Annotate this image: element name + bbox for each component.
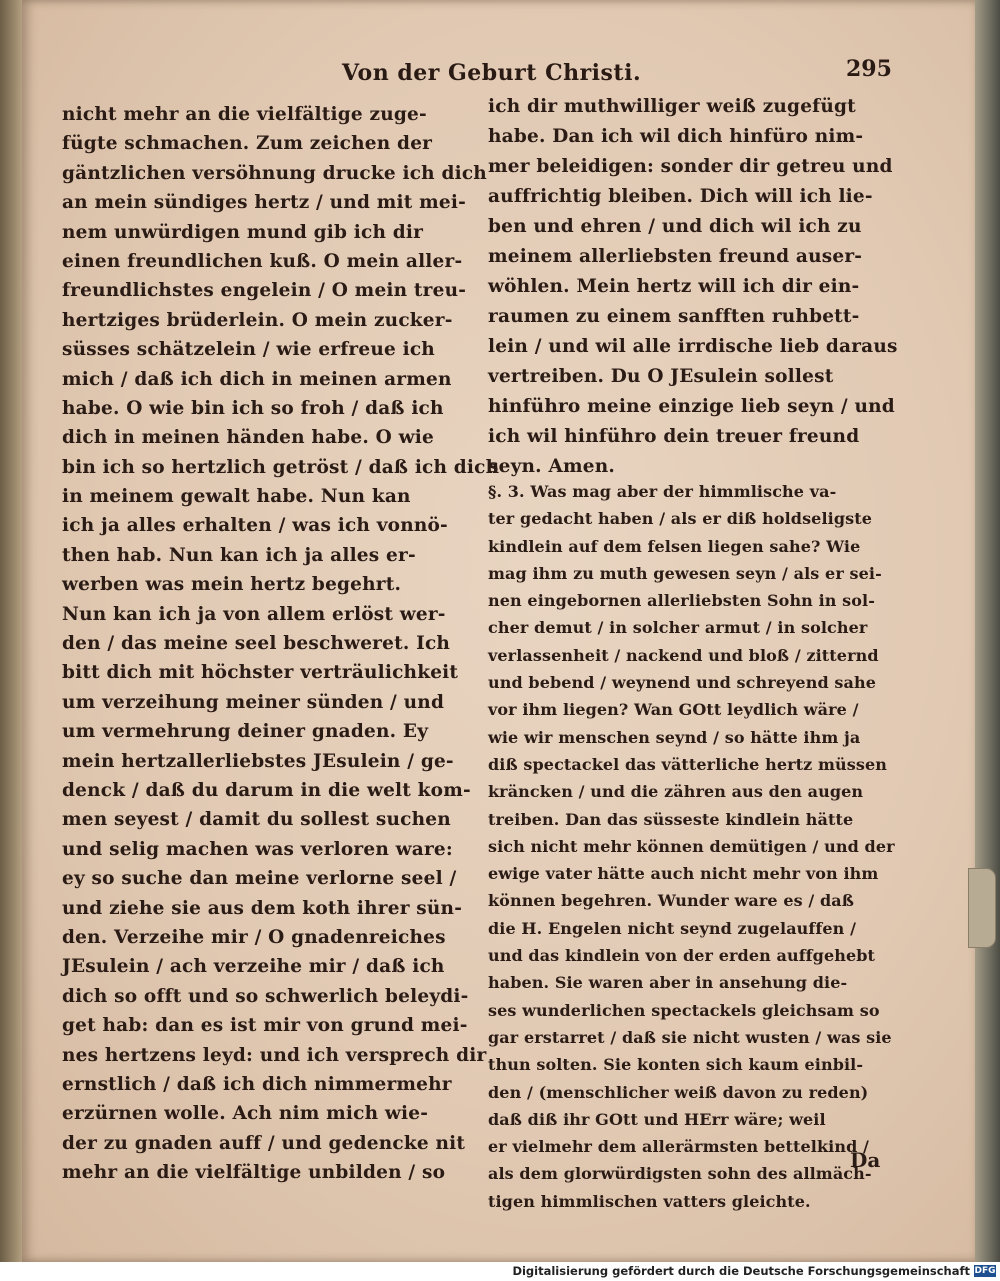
text-line: den / (menschlicher weiß davon zu reden)	[488, 1082, 869, 1102]
text-line: bin ich so hertzlich getröst / daß ich dich	[62, 456, 500, 478]
text-line: und das kindlein von der erden auffgehebt	[488, 946, 876, 966]
text-line: seyn. Amen.	[488, 456, 616, 477]
text-line: daß diß ihr GOtt und HErr wäre; weil	[488, 1109, 826, 1129]
text-line: vertreiben. Du O JEsulein sollest	[488, 366, 834, 387]
right-text-column-prayer	[488, 92, 898, 482]
text-line: wie wir menschen seynd / so hätte ihm ja	[488, 727, 861, 747]
text-line: dich in meinen händen habe. O wie	[62, 427, 434, 449]
dfg-logo: DFG	[974, 1266, 996, 1276]
text-line: den. Verzeihe mir / O gnadenreiches	[62, 926, 446, 948]
text-line: dich so offt und so schwerlich beleydi-	[62, 985, 469, 1007]
text-line: thun solten. Sie konten sich kaum einbil-	[488, 1055, 864, 1075]
text-line: mag ihm zu muth gewesen seyn / als er sei-	[488, 563, 882, 583]
text-line: werben was mein hertz begehrt.	[62, 574, 402, 596]
page-tab-marker	[968, 868, 996, 948]
text-line: in meinem gewalt habe. Nun kan	[62, 486, 411, 508]
text-line: als dem glorwürdigsten sohn des allmäch-	[488, 1164, 872, 1184]
text-line: fügte schmachen. Zum zeichen der	[62, 133, 433, 155]
text-line: er vielmehr dem allerärmsten bettelkind /	[488, 1137, 869, 1157]
text-line: habe. O wie bin ich so froh / daß ich	[62, 397, 444, 419]
text-line: cher demut / in solcher armut / in solcher	[488, 618, 868, 638]
text-line: an mein sündiges hertz / und mit mei-	[62, 192, 466, 214]
text-line: haben. Sie waren aber in ansehung die-	[488, 973, 848, 993]
text-line: den / das meine seel beschweret. Ich	[62, 633, 451, 655]
text-line: denck / daß du darum in die welt kom-	[62, 779, 471, 801]
text-line: then hab. Nun kan ich ja alles er-	[62, 544, 416, 566]
text-line: mein hertzallerliebstes JEsulein / ge-	[62, 750, 454, 772]
text-line: Nun kan ich ja von allem erlöst wer-	[62, 603, 446, 625]
text-line: ich dir muthwilliger weiß zugefügt	[488, 96, 856, 117]
text-line: einen freundlichen kuß. O mein aller-	[62, 250, 463, 272]
text-line: verlassenheit / nackend und bloß / zitternd	[488, 645, 879, 665]
text-line: §. 3. Was mag aber der himmlische va-	[488, 482, 837, 501]
left-text-column	[62, 100, 500, 1187]
page-stack-edge	[975, 0, 1000, 1262]
text-line: ses wunderlichen spectackels gleichsam so	[488, 1000, 880, 1020]
text-line: und bebend / weynend und schreyend sahe	[488, 673, 876, 693]
text-line: hertziges brüderlein. O mein zucker-	[62, 309, 453, 331]
text-line: freundlichstes engelein / O mein treu-	[62, 280, 467, 302]
text-line: tigen himmlischen vatters gleichte.	[488, 1191, 811, 1211]
text-line: der zu gnaden auff / und gedencke nit	[62, 1132, 466, 1154]
text-line: get hab: dan es ist mir von grund mei-	[62, 1015, 468, 1037]
text-line: mer beleidigen: sonder dir getreu und	[488, 156, 893, 177]
text-line: gäntzlichen versöhnung drucke ich dich	[62, 162, 487, 184]
footer-bar	[0, 1262, 1000, 1281]
text-line: bitt dich mit höchster verträulichkeit	[62, 662, 459, 684]
text-line: kräncken / und die zähren aus den augen	[488, 782, 864, 802]
text-line: die H. Engelen nicht seynd zugelauffen /	[488, 918, 857, 938]
text-line: und ziehe sie aus dem koth ihrer sün-	[62, 897, 463, 919]
text-line: nes hertzens leyd: und ich versprech dir	[62, 1044, 487, 1066]
text-line: ter gedacht haben / als er diß holdseligste	[488, 509, 872, 529]
text-line: men seyest / damit du sollest suchen	[62, 809, 451, 831]
text-line: sich nicht mehr können demütigen / und der	[488, 836, 895, 856]
text-line: ich wil hinführo dein treuer freund	[488, 426, 860, 447]
text-line: treiben. Dan das süsseste kindlein hätte	[488, 809, 854, 829]
text-line: mich / daß ich dich in meinen armen	[62, 368, 452, 390]
text-line: wöhlen. Mein hertz will ich dir ein-	[488, 276, 860, 297]
text-line: JEsulein / ach verzeihe mir / daß ich	[62, 956, 445, 978]
text-line: auffrichtig bleiben. Dich will ich lie-	[488, 186, 873, 207]
text-line: um verzeihung meiner sünden / und	[62, 691, 445, 713]
text-line: diß spectackel das vätterliche hertz müssen	[488, 754, 887, 774]
text-line: nicht mehr an die vielfältige zuge-	[62, 104, 427, 125]
text-line: meinem allerliebsten freund auser-	[488, 246, 863, 267]
text-line: ey so suche dan meine verlorne seel /	[62, 868, 457, 890]
catchword: Da	[850, 1148, 881, 1172]
right-text-column-section	[488, 478, 898, 1215]
text-line: ernstlich / daß ich dich nimmermehr	[62, 1073, 452, 1095]
text-line: um vermehrung deiner gnaden. Ey	[62, 721, 429, 743]
funding-credit: Digitalisierung gefördert durch die Deutsche Forschungsgemeinschaft	[512, 1264, 970, 1278]
text-line: lein / und wil alle irrdische lieb daraus	[488, 336, 898, 357]
text-line: und selig machen was verloren ware:	[62, 838, 453, 860]
text-line: mehr an die vielfältige unbilden / so	[62, 1162, 446, 1184]
text-line: gar erstarret / daß sie nicht wusten / was sie	[488, 1027, 892, 1047]
text-line: erzürnen wolle. Ach nim mich wie-	[62, 1103, 429, 1125]
text-line: nen eingebornen allerliebsten Sohn in sol-	[488, 591, 875, 611]
text-line: hinführo meine einzige lieb seyn / und	[488, 396, 895, 417]
text-line: ich ja alles erhalten / was ich vonnö-	[62, 515, 448, 537]
running-title: Von der Geburt Christi.	[342, 60, 642, 86]
text-line: raumen zu einem sanfften ruhbett-	[488, 306, 860, 327]
text-line: ewige vater hätte auch nicht mehr von ihm	[488, 864, 879, 884]
page-number: 295	[846, 56, 892, 82]
text-line: kindlein auf dem felsen liegen sahe? Wie	[488, 536, 861, 556]
text-line: vor ihm liegen? Wan GOtt leydlich wäre /	[488, 700, 859, 720]
text-line: können begehren. Wunder ware es / daß	[488, 891, 855, 911]
text-line: nem unwürdigen mund gib ich dir	[62, 221, 424, 243]
text-line: süsses schätzelein / wie erfreue ich	[62, 339, 435, 361]
text-line: habe. Dan ich wil dich hinfüro nim-	[488, 126, 864, 147]
text-line: ben und ehren / und dich wil ich zu	[488, 216, 862, 237]
